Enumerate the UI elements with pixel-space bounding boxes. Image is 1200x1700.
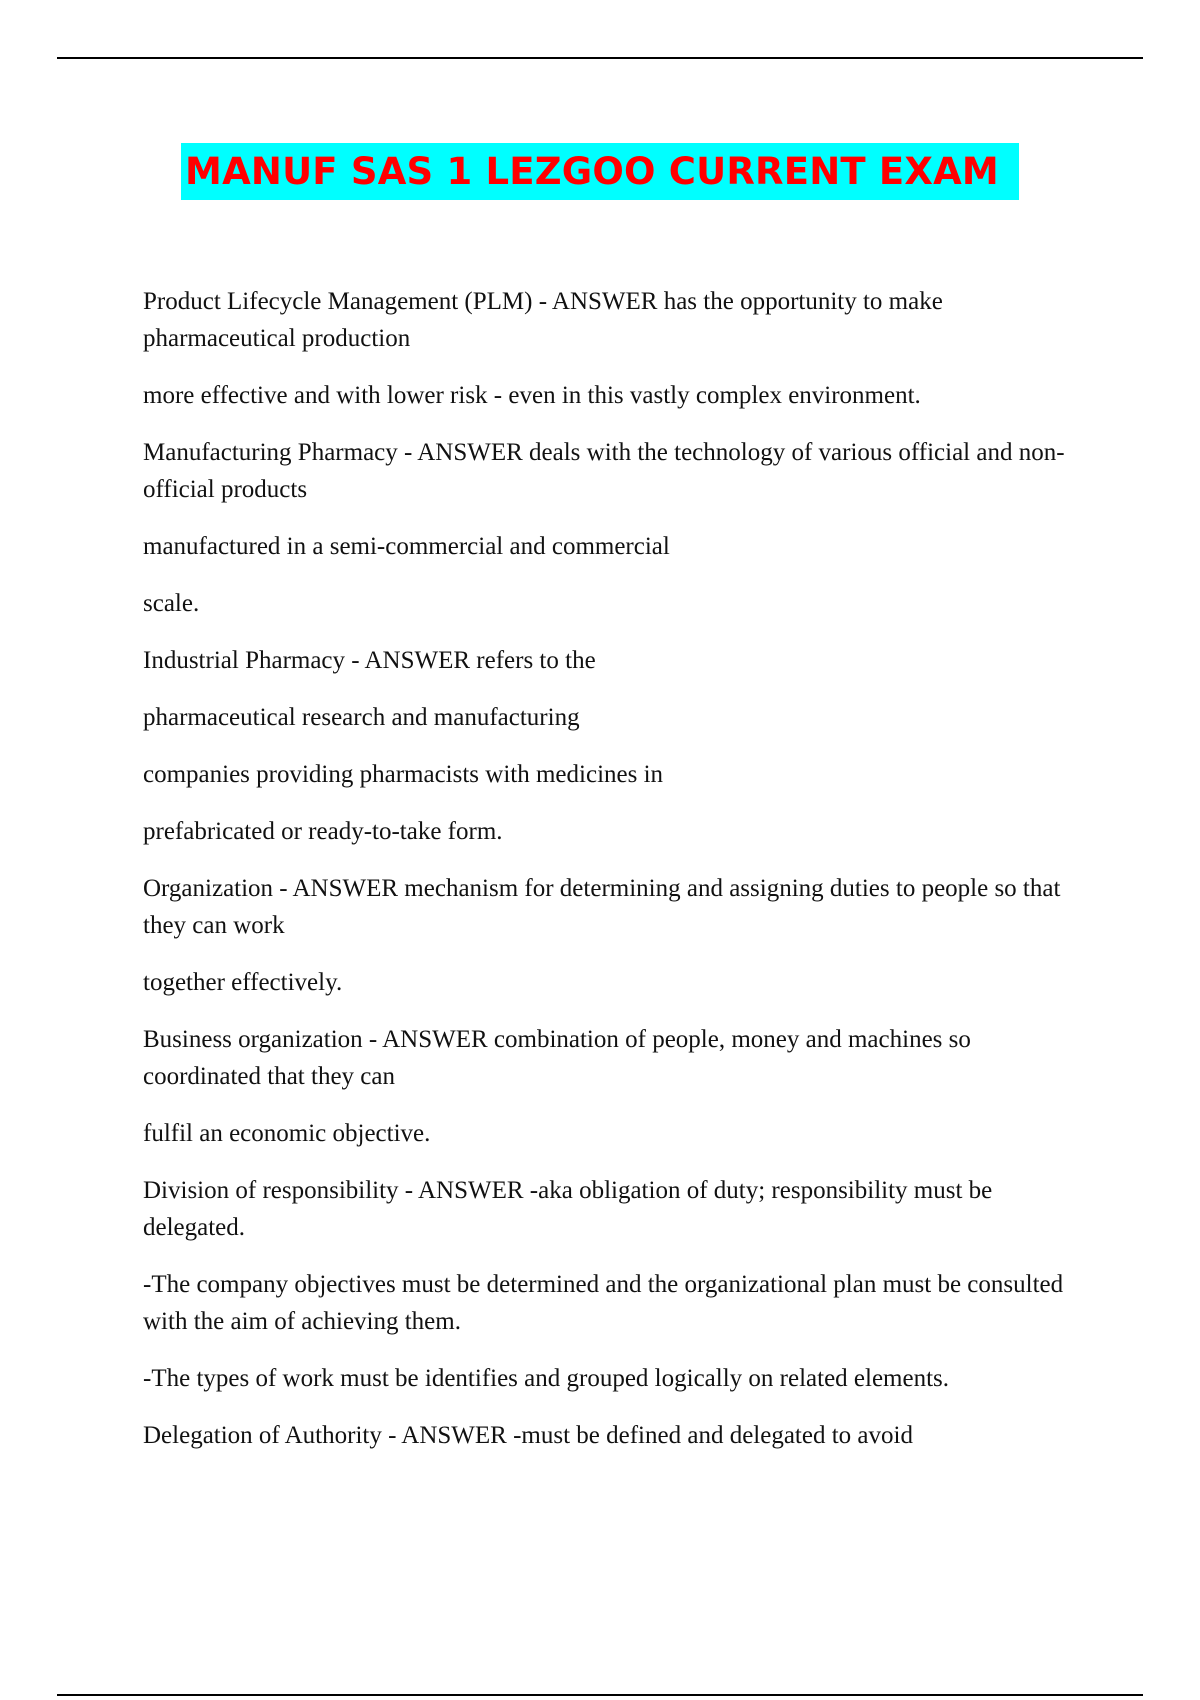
paragraph: Product Lifecycle Management (PLM) - ANSWER has the opportunity to make pharmaceutical production: [143, 288, 943, 352]
document-title: MANUF SAS 1 LEZGOO CURRENT EXAM: [181, 143, 1019, 200]
paragraph: companies providing pharmacists with medicines in: [143, 761, 664, 788]
top-rule: [57, 57, 1143, 59]
paragraph: fulfil an economic objective.: [143, 1120, 431, 1147]
paragraph: Division of responsibility - ANSWER -aka obligation of duty; responsibility must be delegated.: [143, 1177, 993, 1241]
bottom-rule: [57, 1694, 1143, 1696]
paragraph: Manufacturing Pharmacy - ANSWER deals with the technology of various official and non-official products: [143, 439, 1065, 503]
paragraph: Business organization - ANSWER combination of people, money and machines so coordinated that they can: [143, 1026, 971, 1090]
paragraph: more effective and with lower risk - even in this vastly complex environment.: [143, 382, 921, 409]
paragraph: together effectively.: [143, 969, 343, 996]
paragraph: Industrial Pharmacy - ANSWER refers to the: [143, 647, 596, 674]
paragraph: pharmaceutical research and manufacturing: [143, 704, 580, 731]
title-container: [0, 143, 1200, 200]
paragraph: Organization - ANSWER mechanism for determining and assigning duties to people so that they can work: [143, 875, 1061, 939]
paragraph: scale.: [143, 590, 200, 617]
paragraph: manufactured in a semi-commercial and commercial: [143, 533, 670, 560]
paragraph: Delegation of Authority - ANSWER -must be defined and delegated to avoid: [143, 1422, 913, 1449]
paragraph: -The company objectives must be determined and the organizational plan must be consulted with the aim of achieving them.: [143, 1271, 1064, 1335]
paragraph: -The types of work must be identifies and grouped logically on related elements.: [143, 1365, 950, 1392]
paragraph: prefabricated or ready-to-take form.: [143, 818, 503, 845]
document-body: [143, 283, 1088, 1474]
